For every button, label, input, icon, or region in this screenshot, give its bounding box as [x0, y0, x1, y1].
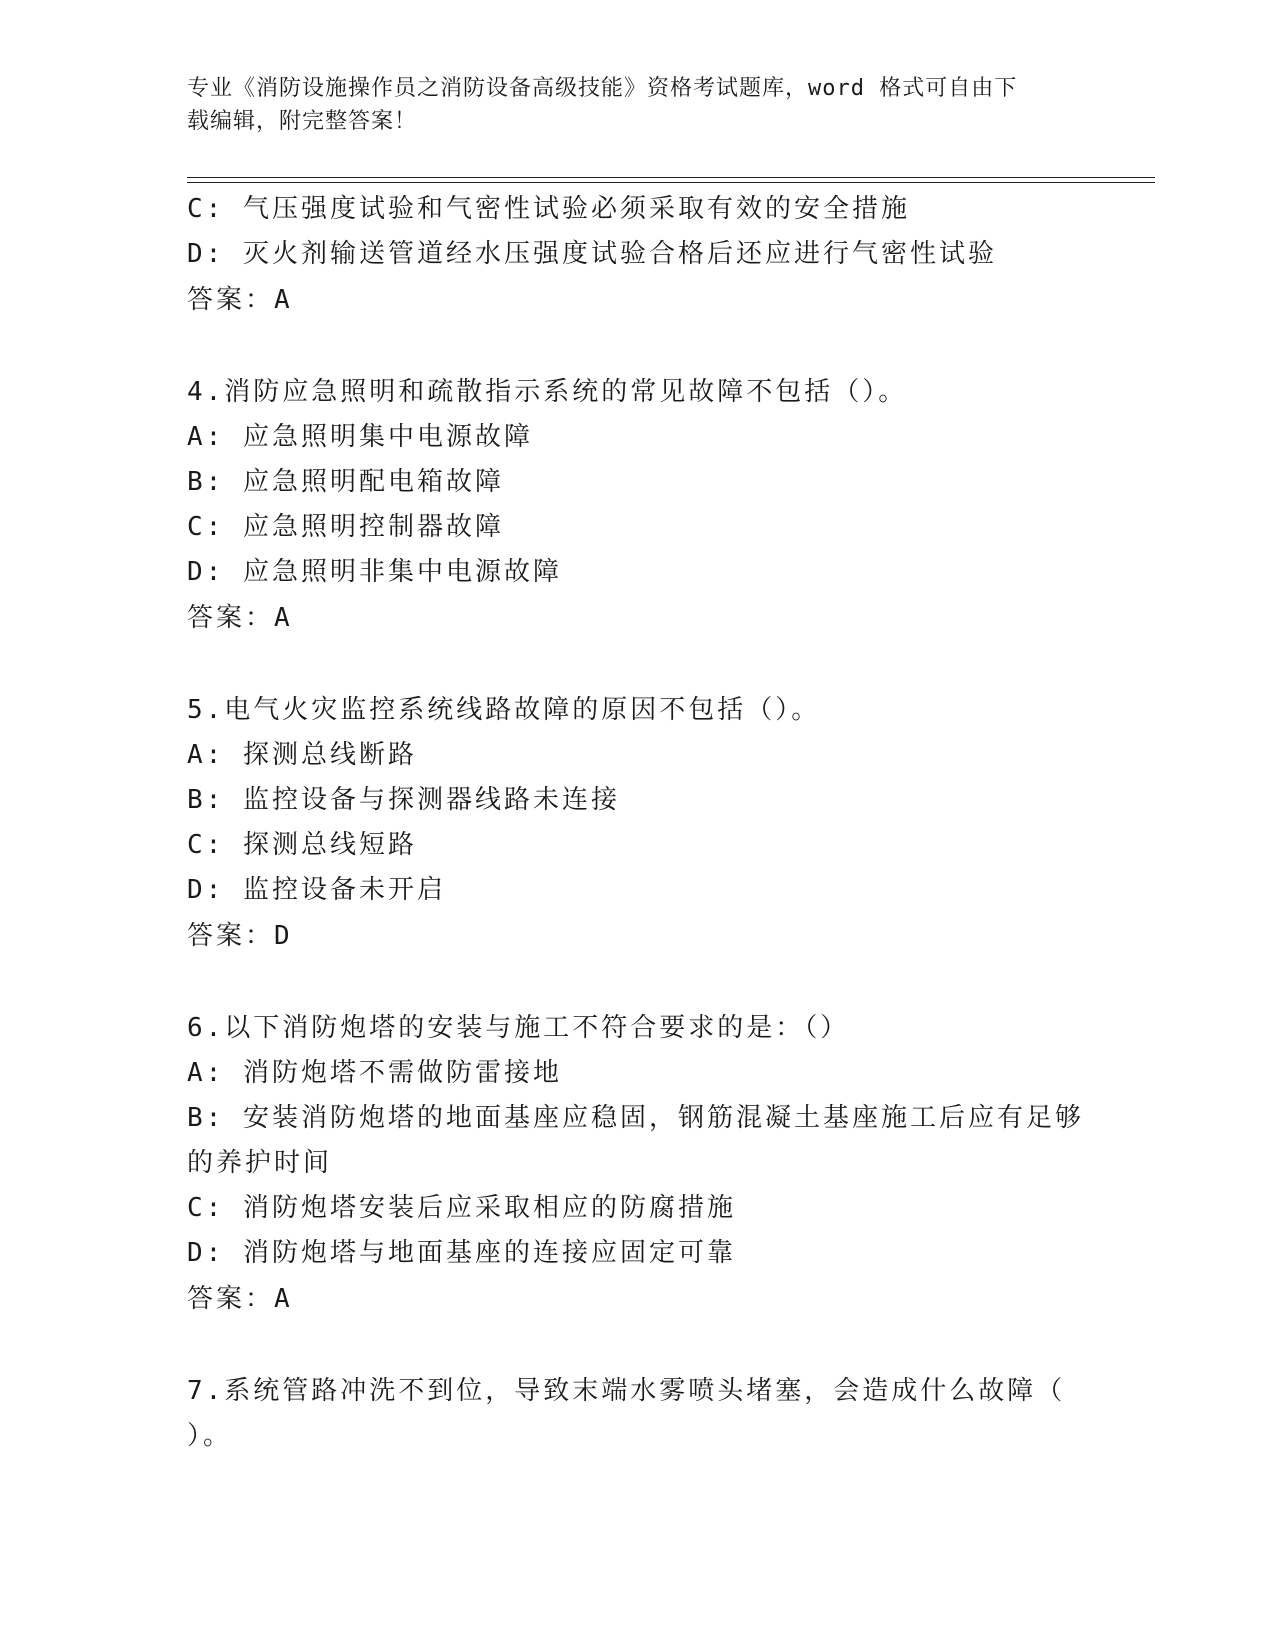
option-b: B: 安装消防炮塔的地面基座应稳固，钢筋混凝土基座施工后应有足够 [187, 1103, 1084, 1133]
question-block-6 [187, 1006, 1087, 1322]
question-text-continued: ）。 [187, 1421, 233, 1451]
option-a: A: 消防炮塔不需做防雷接地 [187, 1058, 562, 1088]
option-b-continued: 的养护时间 [187, 1148, 333, 1178]
question-text: 7.系统管路冲洗不到位，导致末端水雾喷头堵塞，会造成什么故障（ [187, 1376, 1066, 1406]
option-c: C: 气压强度试验和气密性试验必须采取有效的安全措施 [187, 194, 910, 224]
document-header [187, 72, 1067, 138]
option-d: D: 应急照明非集中电源故障 [187, 557, 562, 587]
option-c: C: 探测总线短路 [187, 830, 417, 860]
question-text: 5.电气火灾监控系统线路故障的原因不包括（）。 [187, 695, 821, 725]
header-rule-top [187, 177, 1155, 178]
header-line-1: 专业《消防设施操作员之消防设备高级技能》资格考试题库，word 格式可自由下 [187, 76, 1018, 101]
option-a: A: 应急照明集中电源故障 [187, 422, 533, 452]
option-b: B: 应急照明配电箱故障 [187, 467, 504, 497]
question-text: 6.以下消防炮塔的安装与施工不符合要求的是：（） [187, 1013, 850, 1043]
option-c: C: 应急照明控制器故障 [187, 512, 504, 542]
answer: 答案：A [187, 1284, 293, 1314]
answer: 答案：A [187, 285, 293, 315]
question-block-3 [187, 187, 1087, 323]
question-block-4 [187, 370, 1087, 641]
question-block-7 [187, 1369, 1087, 1459]
header-line-2: 载编辑，附完整答案！ [187, 109, 418, 134]
header-rule-bottom [187, 182, 1155, 183]
option-b: B: 监控设备与探测器线路未连接 [187, 785, 620, 815]
answer: 答案：D [187, 921, 293, 951]
option-a: A: 探测总线断路 [187, 740, 417, 770]
option-d: D: 消防炮塔与地面基座的连接应固定可靠 [187, 1238, 736, 1268]
option-d: D: 监控设备未开启 [187, 875, 446, 905]
question-text: 4.消防应急照明和疏散指示系统的常见故障不包括（）。 [187, 377, 908, 407]
option-c: C: 消防炮塔安装后应采取相应的防腐措施 [187, 1193, 736, 1223]
option-d: D: 灭火剂输送管道经水压强度试验合格后还应进行气密性试验 [187, 239, 997, 269]
question-content [187, 187, 1087, 1459]
answer: 答案：A [187, 603, 293, 633]
question-block-5 [187, 688, 1087, 959]
